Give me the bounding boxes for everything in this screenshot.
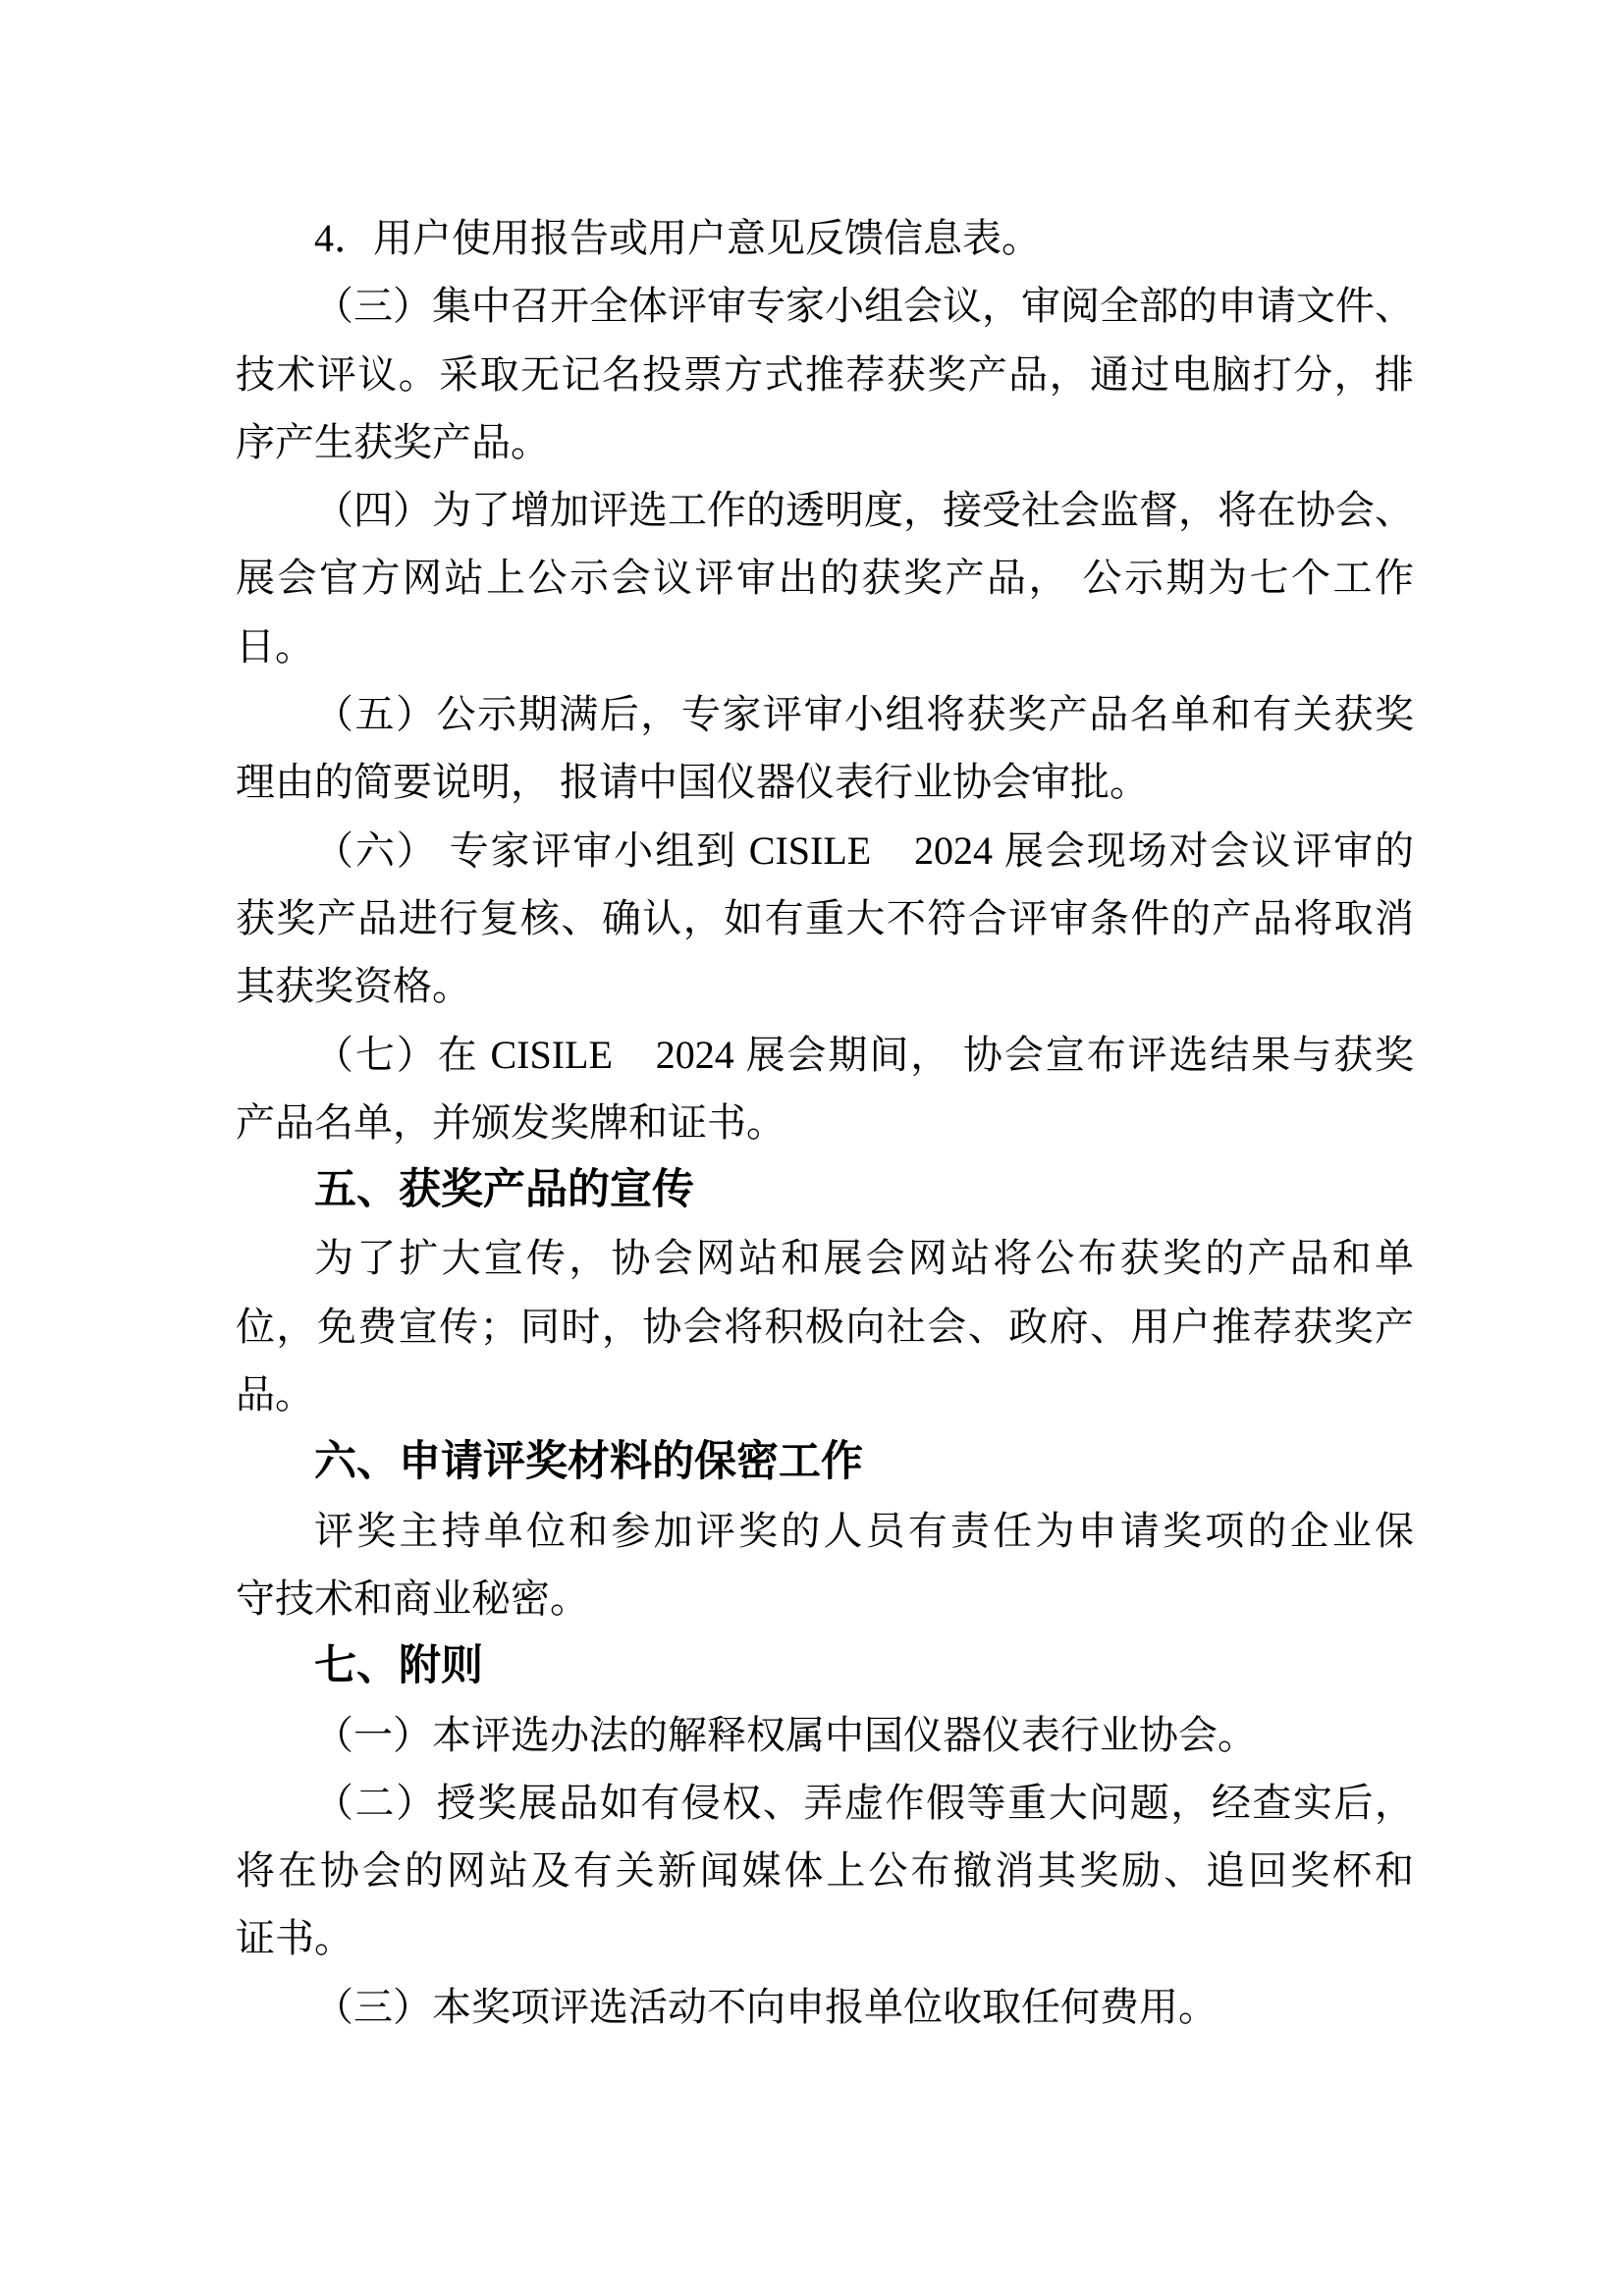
text-line: 评奖主持单位和参加评奖的人员有责任为申请奖项的企业保 <box>314 1508 1414 1553</box>
text-line: （三）本奖项评选活动不向申报单位收取任何费用。 <box>314 1984 1218 2029</box>
text-line: （三）集中召开全体评审专家小组会议，审阅全部的申请文件、 <box>314 284 1414 329</box>
section-heading: 六、申请评奖材料的保密工作 <box>314 1438 863 1486</box>
text-line: 品。 <box>236 1372 314 1417</box>
text-line: （二）授奖展品如有侵权、弄虚作假等重大问题，经查实后， <box>314 1780 1414 1825</box>
section-heading: 七、附则 <box>314 1642 483 1690</box>
text-line: 理由的简要说明， 报请中国仪器仪表行业协会审批。 <box>236 760 1149 805</box>
text-line: 为了扩大宣传，协会网站和展会网站将公布获奖的产品和单 <box>314 1236 1414 1281</box>
section-heading: 五、获奖产品的宣传 <box>314 1166 694 1214</box>
text-line: （六） 专家评审小组到 CISILE 2024 展会现场对会议评审的 <box>314 828 1414 873</box>
text-line: 位，免费宣传；同时，协会将积极向社会、政府、用户推荐获奖产 <box>236 1304 1414 1349</box>
text-line: 技术评议。采取无记名投票方式推荐获奖产品，通过电脑打分，排 <box>236 351 1414 397</box>
text-line: 4．用户使用报告或用户意见反馈信息表。 <box>314 216 1041 260</box>
document-text <box>236 204 1414 2041</box>
text-line: （七）在 CISILE 2024 展会期间， 协会宣布评选结果与获奖 <box>314 1032 1414 1077</box>
text-line: 守技术和商业秘密。 <box>236 1575 589 1621</box>
text-line: （一）本评选办法的解释权属中国仪器仪表行业协会。 <box>314 1712 1257 1757</box>
text-line: 其获奖资格。 <box>236 964 471 1009</box>
text-line: （四）为了增加评选工作的透明度，接受社会监督，将在协会、 <box>314 488 1414 533</box>
text-line: 产品名单，并颁发奖牌和证书。 <box>236 1099 785 1145</box>
text-line: 展会官方网站上公示会议评审出的获奖产品， 公示期为七个工作 <box>236 556 1414 601</box>
text-line: （五）公示期满后，专家评审小组将获奖产品名单和有关获奖 <box>314 692 1414 737</box>
text-line: 获奖产品进行复核、确认，如有重大不符合评审条件的产品将取消 <box>236 895 1414 940</box>
text-line: 日。 <box>236 623 314 668</box>
text-line: 将在协会的网站及有关新闻媒体上公布撤消其奖励、追回奖杯和 <box>236 1848 1414 1894</box>
text-line: 证书。 <box>236 1916 353 1961</box>
text-line: 序产生获奖产品。 <box>236 419 550 464</box>
